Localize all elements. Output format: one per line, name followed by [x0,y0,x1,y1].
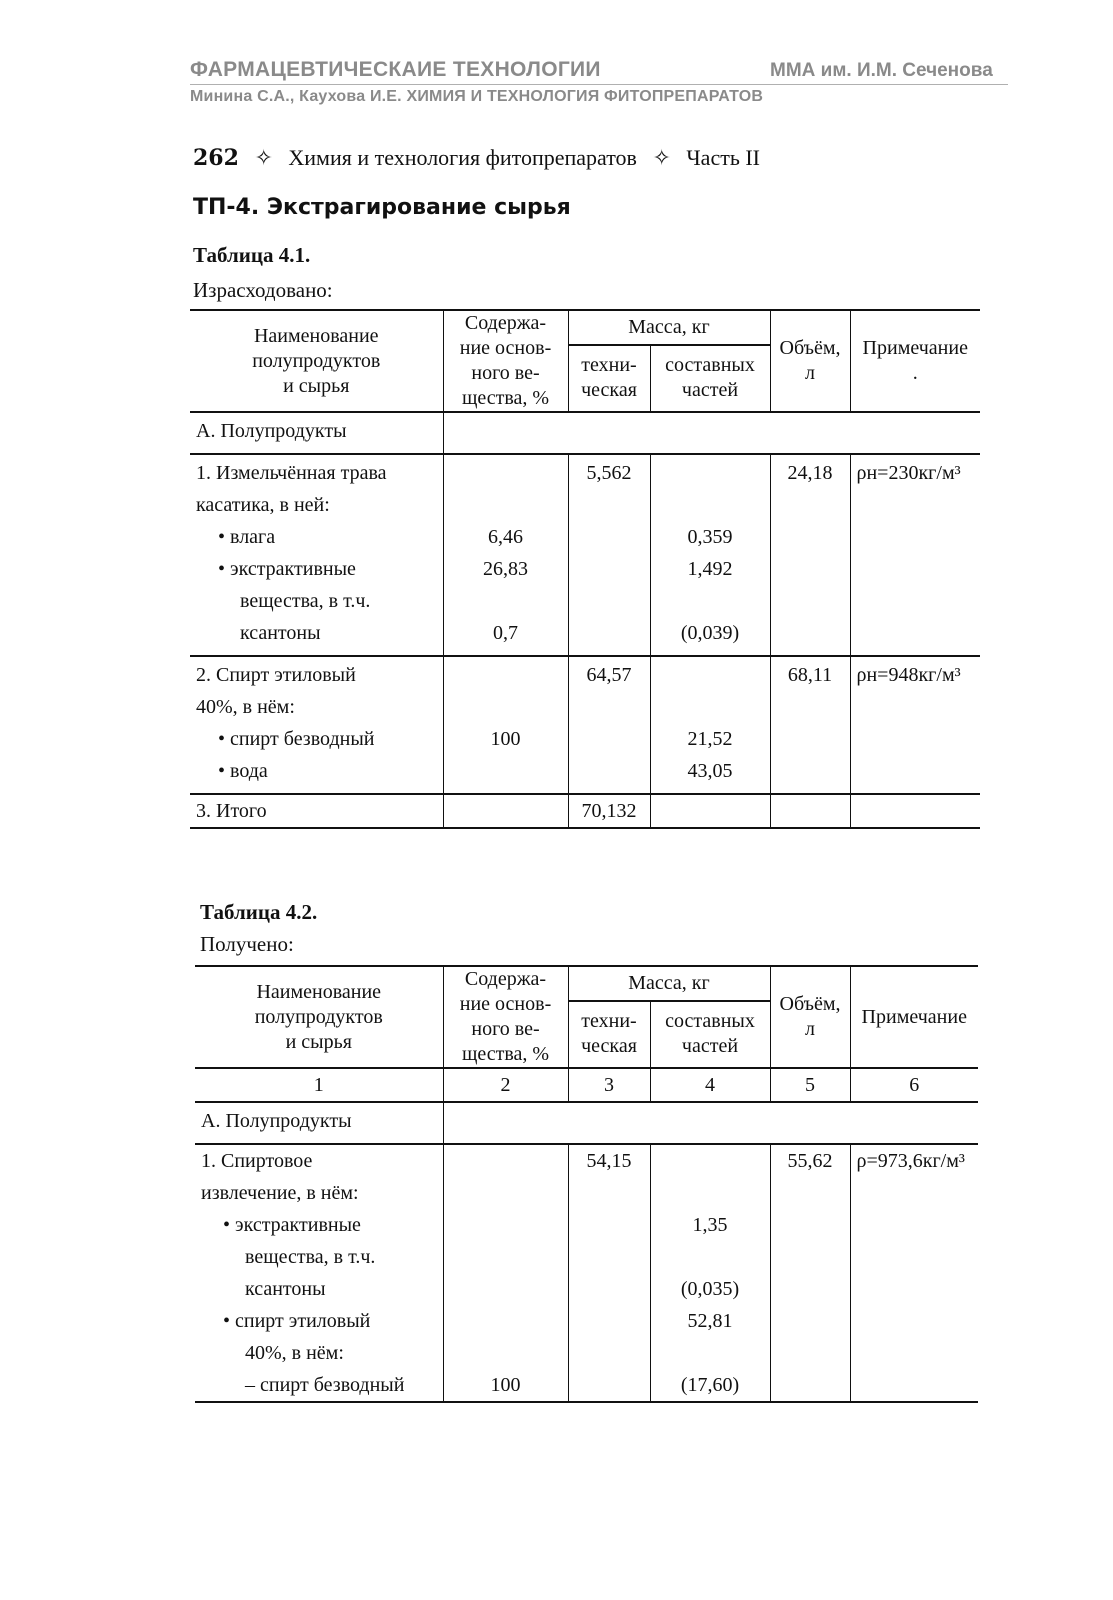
row-volume: 24,18 [770,454,850,656]
row-tech: 54,15 [568,1144,650,1402]
header-name: Наименование полупродуктов и сырья [190,310,443,412]
header-volume: Объём, л [770,966,850,1068]
table1 [190,309,980,829]
column-number: 3 [568,1068,650,1102]
header-title: ФАРМАЦЕВТИЧЕСКАИЕ ТЕХНОЛОГИИ [190,58,601,81]
header-rule [190,84,1008,85]
page-number: 262 [193,145,239,171]
row-name: 2. Спирт этиловый 40%, в нём: • спирт безводный • вода [190,656,443,794]
header-parts: составных частей [650,345,770,412]
table1-subtitle: Израсходовано: [193,278,333,302]
total-tech: 70,132 [568,794,650,828]
separator-icon: ✧ [652,145,671,170]
row-volume: 55,62 [770,1144,850,1402]
row-tech: 5,562 [568,454,650,656]
row-name: 1. Спиртовое извлечение, в нём: • экстрактивные вещества, в т.ч. ксантоны • спирт этиловый 40%, в нём: – спирт безводный [195,1144,443,1402]
header-parts: составных частей [650,1001,770,1068]
column-numbers-row [195,1068,978,1102]
row-volume: 68,11 [770,656,850,794]
row-content: 100 [443,1144,568,1402]
row-parts: 1,35 (0,035) 52,81 (17,60) [650,1144,770,1402]
table-row [195,1144,978,1402]
part-label: Часть II [686,145,761,170]
header-content: Содержа- ние основ- ного ве- щества, % [443,966,568,1068]
column-number: 2 [443,1068,568,1102]
total-label: 3. Итого [190,794,443,828]
row-name: 1. Измельчённая трава касатика, в ней: • влага • экстрактивные вещества, в т.ч. ксантоны [190,454,443,656]
section-a-label: А. Полупродукты [190,412,443,454]
header-tech: техни- ческая [568,345,650,412]
header-mass: Масса, кг [568,310,770,345]
row-tech: 64,57 [568,656,650,794]
row-content: 6,46 26,83 0,7 [443,454,568,656]
table2-caption: Таблица 4.2. [200,900,318,924]
table-row [190,656,980,794]
row-parts: 0,359 1,492 (0,039) [650,454,770,656]
table-row [190,454,980,656]
column-number: 4 [650,1068,770,1102]
row-note: ρ=973,6кг/м³ [850,1144,978,1402]
header-institution: ММА им. И.М. Сеченова [770,60,993,81]
row-note: ρн=230кг/м³ [850,454,980,656]
header-mass: Масса, кг [568,966,770,1001]
section-title: ТП-4. Экстрагирование сырья [193,195,571,220]
section-a-label: А. Полупродукты [195,1102,443,1144]
column-number: 5 [770,1068,850,1102]
section-a-empty [443,1102,978,1144]
table-row-total [190,794,980,828]
row-note: ρн=948кг/м³ [850,656,980,794]
header-content: Содержа- ние основ- ного ве- щества, % [443,310,568,412]
table1-caption: Таблица 4.1. [193,243,311,267]
header-note: Примечание [850,966,978,1068]
book-title: Химия и технология фитопрепаратов [288,145,637,170]
table2-subtitle: Получено: [200,932,294,956]
separator-icon: ✧ [254,145,273,170]
header-subtitle: Минина С.А., Каухова И.Е. ХИМИЯ И ТЕХНОЛОГИЯ ФИТОПРЕПАРАТОВ [190,88,764,105]
header-name: Наименование полупродуктов и сырья [195,966,443,1068]
row-parts: 21,52 43,05 [650,656,770,794]
running-header [193,145,760,171]
column-number: 1 [195,1068,443,1102]
row-content: 100 [443,656,568,794]
section-a-empty [443,412,980,454]
header-volume: Объём, л [770,310,850,412]
column-number: 6 [850,1068,978,1102]
table2 [195,965,978,1403]
header-tech: техни- ческая [568,1001,650,1068]
header-note: Примечание . [850,310,980,412]
